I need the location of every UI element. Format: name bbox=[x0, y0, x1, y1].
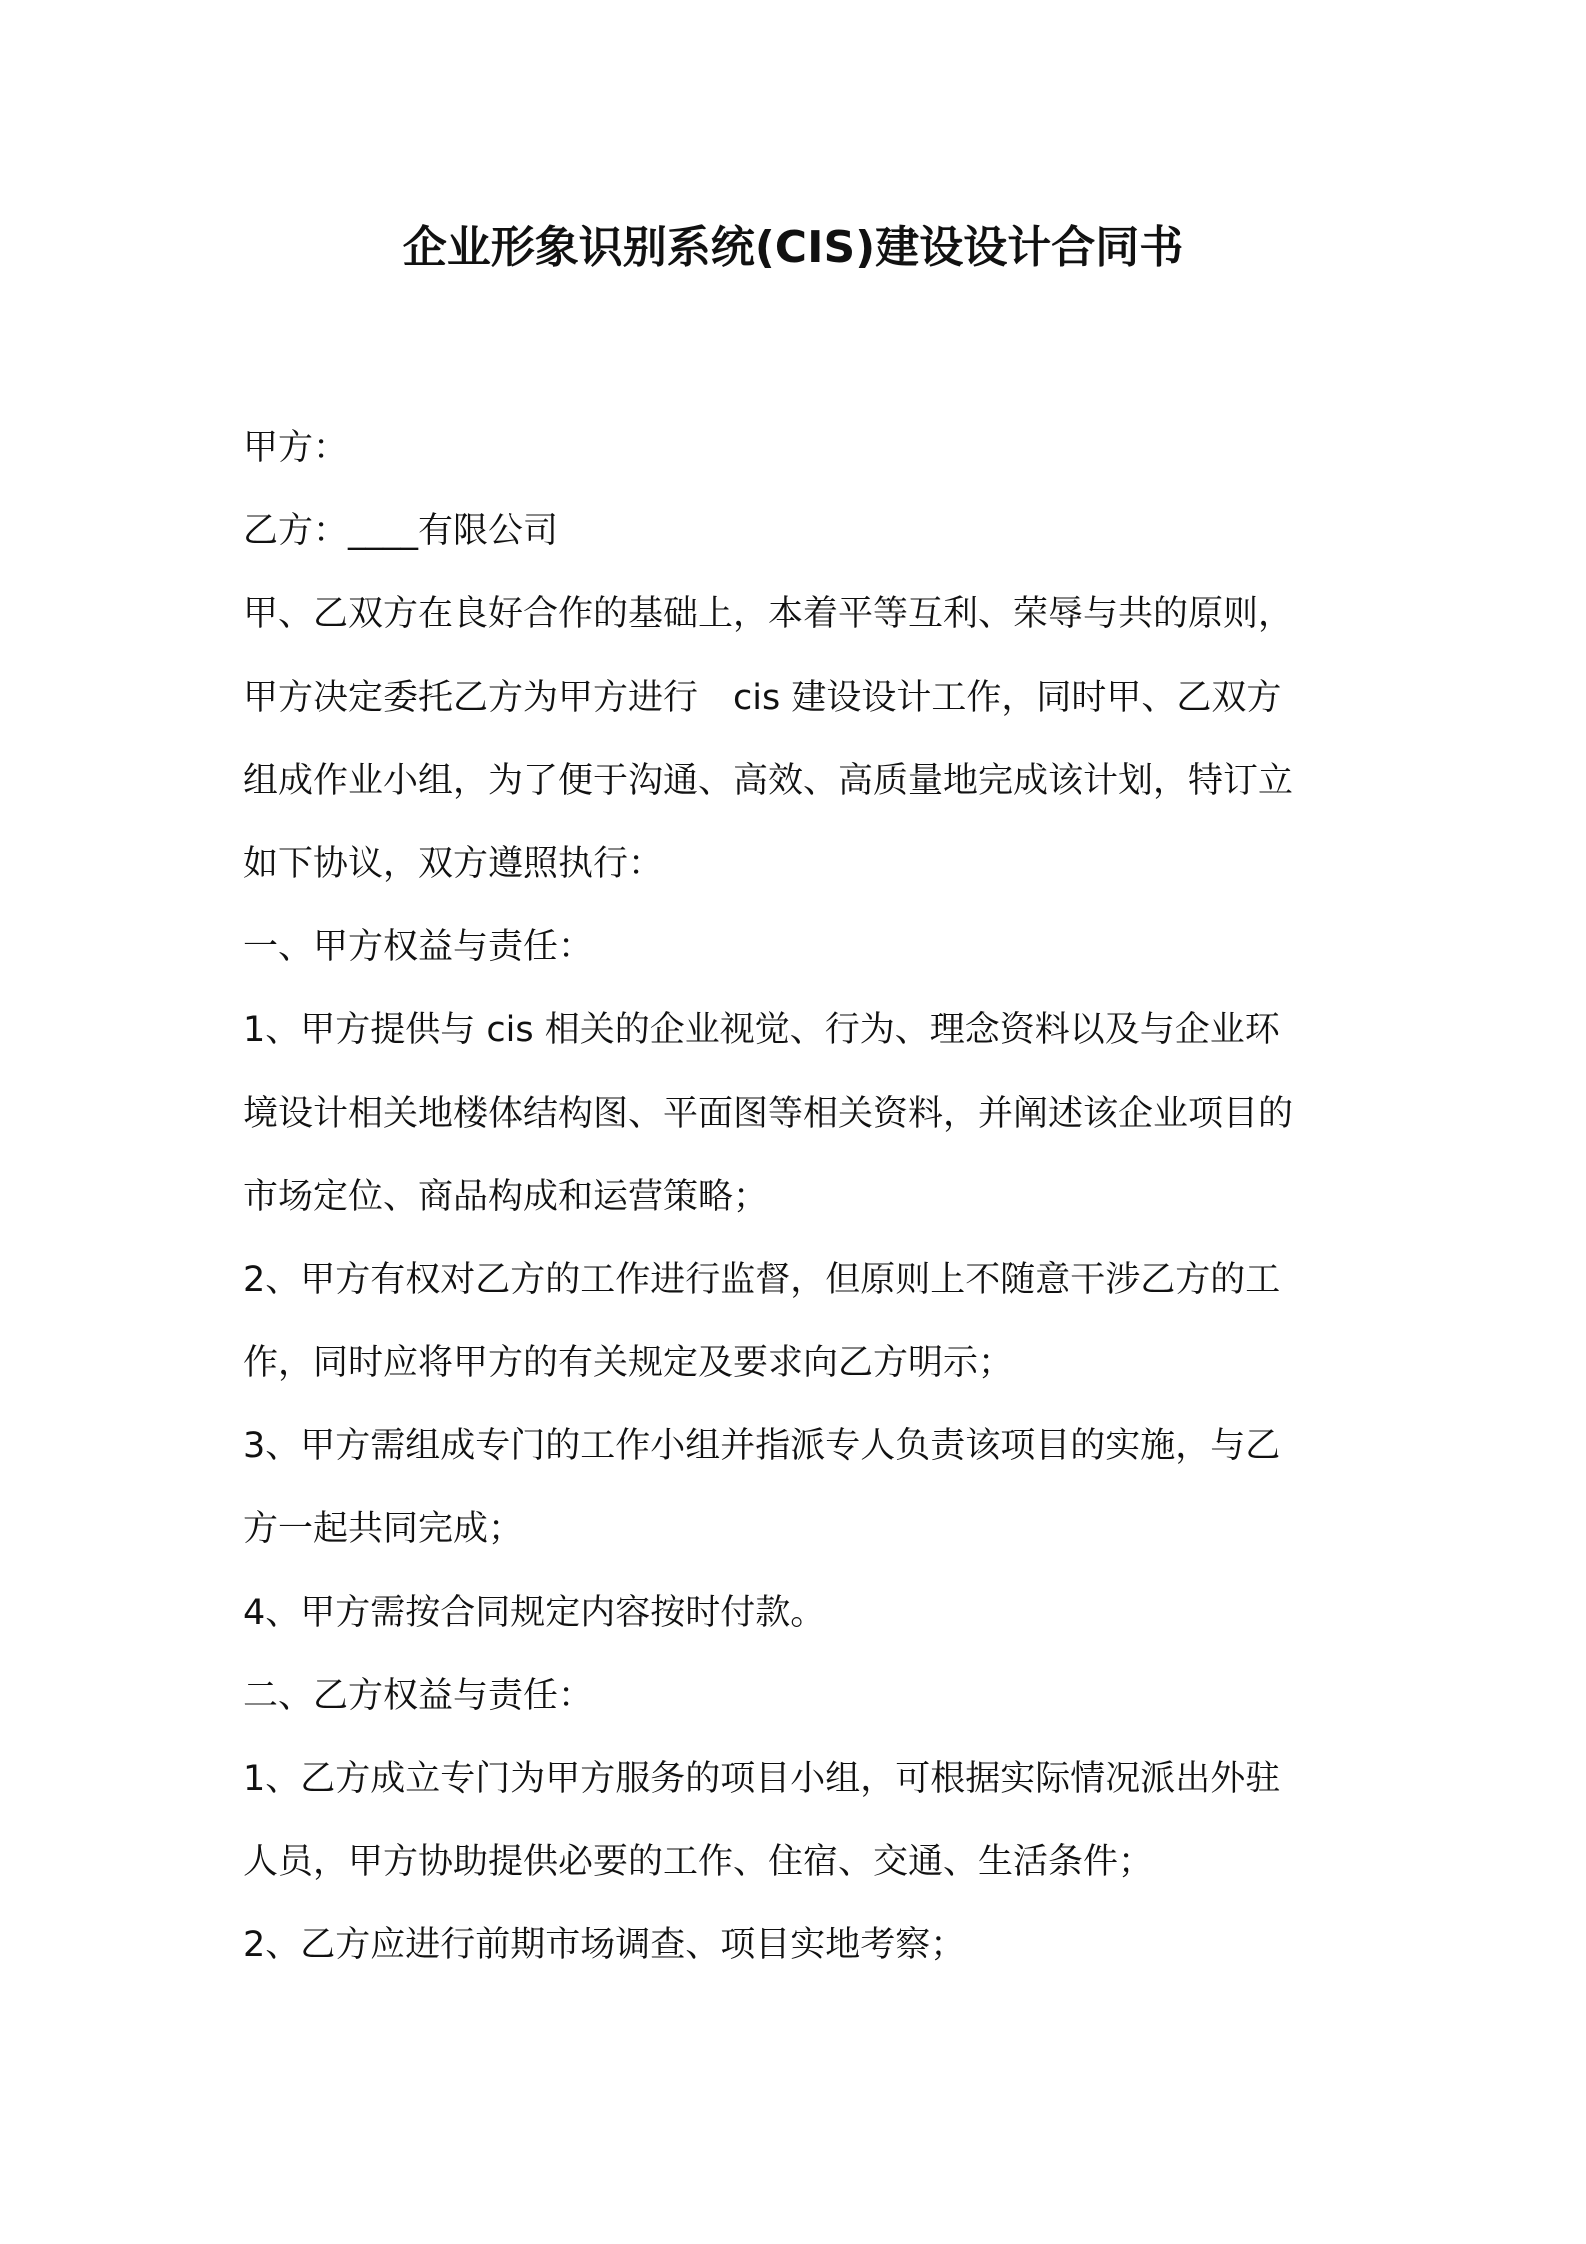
clause-line: 2、乙方应进行前期市场调查、项目实地考察； bbox=[243, 1925, 966, 1966]
paragraph-line: 甲方决定委托乙方为甲方进行 cis 建设设计工作，同时甲、乙双方 bbox=[243, 677, 1282, 718]
clause-line: 市场定位、商品构成和运营策略； bbox=[243, 1176, 769, 1217]
clause-line: 境设计相关地楼体结构图、平面图等相关资料，并阐述该企业项目的 bbox=[243, 1093, 1294, 1134]
party-a-line: 甲方： bbox=[243, 428, 349, 468]
paragraph-line: 组成作业小组，为了便于沟通、高效、高质量地完成该计划，特订立 bbox=[243, 760, 1294, 801]
clause-line: 作，同时应将甲方的有关规定及要求向乙方明示； bbox=[243, 1343, 1014, 1384]
clause-line: 1、甲方提供与 cis 相关的企业视觉、行为、理念资料以及与企业环 bbox=[243, 1010, 1280, 1051]
section-heading-party-b: 二、乙方权益与责任： bbox=[243, 1675, 594, 1716]
clause-line: 4、甲方需按合同规定内容按时付款。 bbox=[243, 1592, 826, 1633]
clause-line: 3、甲方需组成专门的工作小组并指派专人负责该项目的实施，与乙 bbox=[243, 1426, 1281, 1467]
section-heading-party-a: 一、甲方权益与责任： bbox=[243, 927, 594, 968]
paragraph-line: 甲、乙双方在良好合作的基础上，本着平等互利、荣辱与共的原则， bbox=[243, 594, 1294, 635]
document-body bbox=[243, 407, 1363, 1988]
document-title: 企业形象识别系统(CIS)建设设计合同书 bbox=[402, 222, 1184, 273]
party-b-line: 乙方：____有限公司 bbox=[243, 511, 559, 552]
clause-line: 方一起共同完成； bbox=[243, 1509, 524, 1550]
clause-line: 人员，甲方协助提供必要的工作、住宿、交通、生活条件； bbox=[243, 1842, 1154, 1883]
clause-line: 2、甲方有权对乙方的工作进行监督，但原则上不随意干涉乙方的工 bbox=[243, 1259, 1281, 1300]
clause-line: 1、乙方成立专门为甲方服务的项目小组，可根据实际情况派出外驻 bbox=[243, 1759, 1281, 1799]
paragraph-line: 如下协议，双方遵照执行： bbox=[243, 843, 664, 884]
